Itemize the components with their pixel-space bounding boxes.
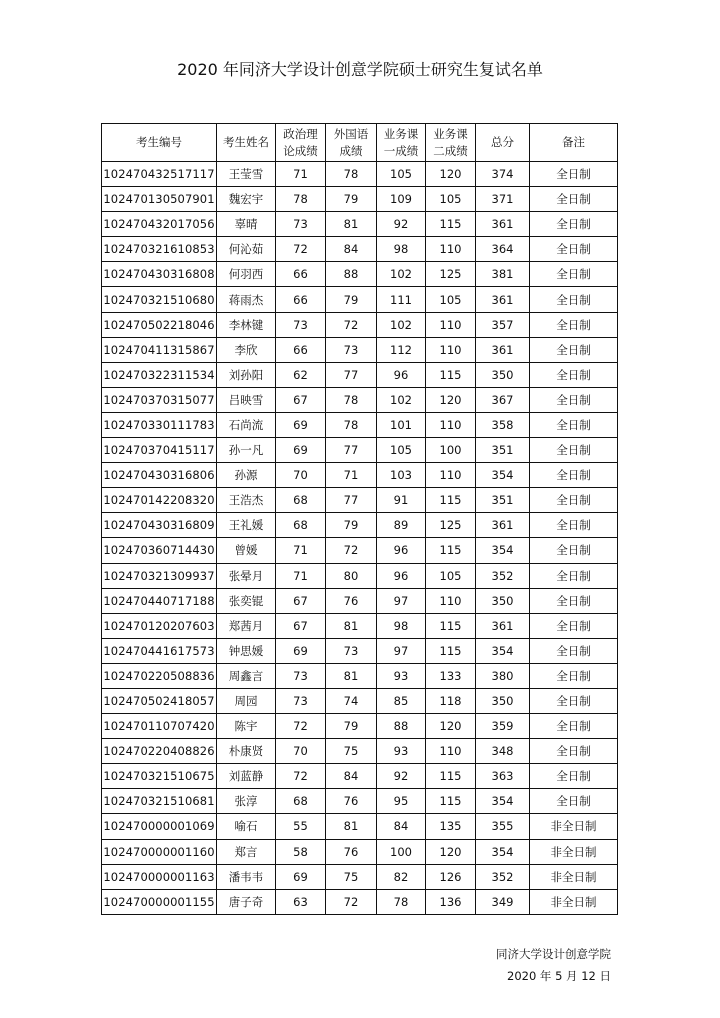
cell-foreign-language-score: 76 bbox=[326, 789, 377, 814]
header-label-line1: 考生编号 bbox=[136, 135, 182, 149]
cell-candidate-name: 魏宏宇 bbox=[217, 187, 276, 212]
cell-candidate-id: 102470220508836 bbox=[102, 663, 217, 688]
cell-course2-score: 118 bbox=[426, 688, 476, 713]
cell-total-score: 358 bbox=[476, 412, 530, 437]
cell-candidate-id: 102470000001069 bbox=[102, 814, 217, 839]
cell-foreign-language-score: 76 bbox=[326, 588, 377, 613]
cell-course1-score: 98 bbox=[377, 237, 426, 262]
cell-remarks: 全日制 bbox=[530, 764, 618, 789]
table-row bbox=[102, 889, 618, 914]
cell-politics-score: 72 bbox=[276, 764, 326, 789]
table-row bbox=[102, 764, 618, 789]
table-row bbox=[102, 287, 618, 312]
cell-candidate-name: 张晕月 bbox=[217, 563, 276, 588]
cell-total-score: 371 bbox=[476, 187, 530, 212]
cell-remarks: 非全日制 bbox=[530, 889, 618, 914]
cell-politics-score: 71 bbox=[276, 538, 326, 563]
cell-remarks: 全日制 bbox=[530, 663, 618, 688]
cell-total-score: 361 bbox=[476, 513, 530, 538]
cell-candidate-id: 102470220408826 bbox=[102, 739, 217, 764]
cell-course1-score: 102 bbox=[377, 312, 426, 337]
cell-remarks: 非全日制 bbox=[530, 839, 618, 864]
cell-remarks: 全日制 bbox=[530, 312, 618, 337]
cell-politics-score: 73 bbox=[276, 312, 326, 337]
cell-candidate-name: 吕映雪 bbox=[217, 387, 276, 412]
cell-candidate-name: 陈宇 bbox=[217, 714, 276, 739]
table-row bbox=[102, 463, 618, 488]
cell-politics-score: 66 bbox=[276, 262, 326, 287]
cell-course1-score: 111 bbox=[377, 287, 426, 312]
cell-remarks: 全日制 bbox=[530, 513, 618, 538]
cell-total-score: 380 bbox=[476, 663, 530, 688]
cell-course1-score: 96 bbox=[377, 563, 426, 588]
cell-foreign-language-score: 81 bbox=[326, 212, 377, 237]
cell-politics-score: 70 bbox=[276, 463, 326, 488]
table-row bbox=[102, 337, 618, 362]
cell-course1-score: 101 bbox=[377, 412, 426, 437]
cell-candidate-id: 102470000001155 bbox=[102, 889, 217, 914]
cell-total-score: 381 bbox=[476, 262, 530, 287]
cell-course1-score: 88 bbox=[377, 714, 426, 739]
cell-course2-score: 125 bbox=[426, 513, 476, 538]
cell-foreign-language-score: 74 bbox=[326, 688, 377, 713]
cell-total-score: 349 bbox=[476, 889, 530, 914]
cell-politics-score: 78 bbox=[276, 187, 326, 212]
cell-politics-score: 69 bbox=[276, 638, 326, 663]
table-row bbox=[102, 588, 618, 613]
header-label-line2: 成绩 bbox=[339, 143, 363, 158]
cell-total-score: 354 bbox=[476, 789, 530, 814]
document-title: 2020 年同济大学设计创意学院硕士研究生复试名单 bbox=[177, 60, 543, 79]
cell-candidate-name: 曾媛 bbox=[217, 538, 276, 563]
cell-course2-score: 105 bbox=[426, 287, 476, 312]
header-remarks bbox=[530, 124, 618, 162]
cell-foreign-language-score: 79 bbox=[326, 714, 377, 739]
cell-total-score: 354 bbox=[476, 463, 530, 488]
table-header-row bbox=[102, 124, 618, 162]
cell-candidate-name: 王浩杰 bbox=[217, 488, 276, 513]
header-total-score bbox=[476, 124, 530, 162]
cell-course1-score: 102 bbox=[377, 262, 426, 287]
cell-candidate-name: 辜晴 bbox=[217, 212, 276, 237]
cell-politics-score: 68 bbox=[276, 513, 326, 538]
cell-remarks: 全日制 bbox=[530, 337, 618, 362]
cell-foreign-language-score: 76 bbox=[326, 839, 377, 864]
table-row bbox=[102, 237, 618, 262]
cell-politics-score: 73 bbox=[276, 688, 326, 713]
cell-candidate-name: 石尚流 bbox=[217, 412, 276, 437]
cell-candidate-id: 102470142208320 bbox=[102, 488, 217, 513]
candidate-table bbox=[101, 123, 618, 915]
cell-politics-score: 67 bbox=[276, 613, 326, 638]
cell-total-score: 350 bbox=[476, 362, 530, 387]
cell-course1-score: 105 bbox=[377, 438, 426, 463]
cell-total-score: 350 bbox=[476, 688, 530, 713]
cell-total-score: 352 bbox=[476, 563, 530, 588]
cell-foreign-language-score: 88 bbox=[326, 262, 377, 287]
cell-course2-score: 105 bbox=[426, 563, 476, 588]
cell-foreign-language-score: 81 bbox=[326, 814, 377, 839]
cell-candidate-name: 蒋雨杰 bbox=[217, 287, 276, 312]
cell-course1-score: 93 bbox=[377, 739, 426, 764]
table-row bbox=[102, 362, 618, 387]
cell-total-score: 348 bbox=[476, 739, 530, 764]
header-label-line2: 二成绩 bbox=[433, 143, 468, 158]
cell-candidate-name: 钟思媛 bbox=[217, 638, 276, 663]
cell-total-score: 355 bbox=[476, 814, 530, 839]
cell-total-score: 361 bbox=[476, 613, 530, 638]
cell-candidate-id: 102470502218046 bbox=[102, 312, 217, 337]
cell-course2-score: 110 bbox=[426, 237, 476, 262]
cell-foreign-language-score: 72 bbox=[326, 538, 377, 563]
table-row bbox=[102, 563, 618, 588]
cell-candidate-id: 102470502418057 bbox=[102, 688, 217, 713]
cell-foreign-language-score: 79 bbox=[326, 287, 377, 312]
cell-politics-score: 66 bbox=[276, 337, 326, 362]
table-row bbox=[102, 187, 618, 212]
cell-course1-score: 105 bbox=[377, 162, 426, 187]
cell-course1-score: 84 bbox=[377, 814, 426, 839]
table-row bbox=[102, 663, 618, 688]
cell-candidate-id: 102470430316808 bbox=[102, 262, 217, 287]
cell-course1-score: 98 bbox=[377, 613, 426, 638]
cell-course1-score: 85 bbox=[377, 688, 426, 713]
cell-candidate-name: 周园 bbox=[217, 688, 276, 713]
cell-candidate-name: 喻石 bbox=[217, 814, 276, 839]
cell-politics-score: 70 bbox=[276, 739, 326, 764]
cell-remarks: 全日制 bbox=[530, 538, 618, 563]
cell-course2-score: 115 bbox=[426, 638, 476, 663]
table-row bbox=[102, 864, 618, 889]
header-foreign-language-score bbox=[326, 124, 377, 162]
cell-foreign-language-score: 78 bbox=[326, 412, 377, 437]
cell-remarks: 全日制 bbox=[530, 387, 618, 412]
cell-total-score: 367 bbox=[476, 387, 530, 412]
cell-foreign-language-score: 72 bbox=[326, 889, 377, 914]
header-label-line1: 业务课 bbox=[383, 126, 419, 141]
cell-candidate-name: 张淳 bbox=[217, 789, 276, 814]
cell-total-score: 352 bbox=[476, 864, 530, 889]
cell-total-score: 350 bbox=[476, 588, 530, 613]
table-row bbox=[102, 438, 618, 463]
cell-remarks: 全日制 bbox=[530, 463, 618, 488]
header-label-line1: 考生姓名 bbox=[223, 135, 269, 149]
header-label-line1: 总分 bbox=[491, 135, 514, 149]
cell-candidate-id: 102470110707420 bbox=[102, 714, 217, 739]
cell-course2-score: 110 bbox=[426, 588, 476, 613]
cell-foreign-language-score: 79 bbox=[326, 513, 377, 538]
header-course1-score bbox=[377, 124, 426, 162]
cell-candidate-id: 102470321510675 bbox=[102, 764, 217, 789]
cell-politics-score: 73 bbox=[276, 663, 326, 688]
cell-candidate-id: 102470321309937 bbox=[102, 563, 217, 588]
cell-politics-score: 67 bbox=[276, 588, 326, 613]
header-course2-score bbox=[426, 124, 476, 162]
cell-politics-score: 68 bbox=[276, 789, 326, 814]
cell-remarks: 全日制 bbox=[530, 638, 618, 663]
cell-foreign-language-score: 77 bbox=[326, 438, 377, 463]
cell-candidate-id: 102470321510681 bbox=[102, 789, 217, 814]
cell-course1-score: 109 bbox=[377, 187, 426, 212]
cell-politics-score: 63 bbox=[276, 889, 326, 914]
cell-course1-score: 92 bbox=[377, 764, 426, 789]
cell-foreign-language-score: 78 bbox=[326, 387, 377, 412]
cell-foreign-language-score: 78 bbox=[326, 162, 377, 187]
cell-course1-score: 89 bbox=[377, 513, 426, 538]
cell-total-score: 374 bbox=[476, 162, 530, 187]
cell-candidate-name: 李欣 bbox=[217, 337, 276, 362]
cell-remarks: 全日制 bbox=[530, 262, 618, 287]
cell-foreign-language-score: 75 bbox=[326, 739, 377, 764]
cell-course2-score: 115 bbox=[426, 488, 476, 513]
cell-candidate-id: 102470411315867 bbox=[102, 337, 217, 362]
cell-candidate-name: 孙一凡 bbox=[217, 438, 276, 463]
cell-total-score: 354 bbox=[476, 538, 530, 563]
table-row bbox=[102, 814, 618, 839]
cell-total-score: 361 bbox=[476, 337, 530, 362]
cell-course2-score: 120 bbox=[426, 162, 476, 187]
header-label-line2: 论成绩 bbox=[283, 143, 318, 158]
table-row bbox=[102, 613, 618, 638]
cell-candidate-name: 刘蓝静 bbox=[217, 764, 276, 789]
header-label-line2: 一成绩 bbox=[383, 143, 419, 158]
cell-foreign-language-score: 73 bbox=[326, 638, 377, 663]
cell-candidate-name: 唐子奇 bbox=[217, 889, 276, 914]
cell-candidate-name: 朴康贤 bbox=[217, 739, 276, 764]
cell-course2-score: 100 bbox=[426, 438, 476, 463]
cell-candidate-name: 郑言 bbox=[217, 839, 276, 864]
cell-course2-score: 115 bbox=[426, 538, 476, 563]
cell-remarks: 全日制 bbox=[530, 212, 618, 237]
cell-candidate-name: 何沁茹 bbox=[217, 237, 276, 262]
cell-candidate-id: 102470321610853 bbox=[102, 237, 217, 262]
cell-remarks: 全日制 bbox=[530, 287, 618, 312]
cell-course1-score: 93 bbox=[377, 663, 426, 688]
cell-course1-score: 97 bbox=[377, 638, 426, 663]
cell-course2-score: 133 bbox=[426, 663, 476, 688]
cell-politics-score: 71 bbox=[276, 162, 326, 187]
cell-course2-score: 136 bbox=[426, 889, 476, 914]
cell-remarks: 全日制 bbox=[530, 588, 618, 613]
cell-total-score: 363 bbox=[476, 764, 530, 789]
cell-candidate-name: 潘韦韦 bbox=[217, 864, 276, 889]
cell-candidate-id: 102470441617573 bbox=[102, 638, 217, 663]
cell-course1-score: 91 bbox=[377, 488, 426, 513]
cell-course2-score: 115 bbox=[426, 212, 476, 237]
header-politics-score bbox=[276, 124, 326, 162]
cell-politics-score: 73 bbox=[276, 212, 326, 237]
table-row bbox=[102, 262, 618, 287]
cell-candidate-id: 102470000001160 bbox=[102, 839, 217, 864]
cell-politics-score: 55 bbox=[276, 814, 326, 839]
cell-remarks: 全日制 bbox=[530, 739, 618, 764]
cell-course1-score: 96 bbox=[377, 362, 426, 387]
cell-politics-score: 66 bbox=[276, 287, 326, 312]
cell-foreign-language-score: 77 bbox=[326, 488, 377, 513]
cell-foreign-language-score: 77 bbox=[326, 362, 377, 387]
cell-foreign-language-score: 81 bbox=[326, 663, 377, 688]
table-row bbox=[102, 212, 618, 237]
cell-course1-score: 102 bbox=[377, 387, 426, 412]
cell-course2-score: 115 bbox=[426, 613, 476, 638]
table-body bbox=[102, 162, 618, 915]
cell-candidate-id: 102470322311534 bbox=[102, 362, 217, 387]
cell-foreign-language-score: 75 bbox=[326, 864, 377, 889]
table-row bbox=[102, 839, 618, 864]
cell-course1-score: 78 bbox=[377, 889, 426, 914]
cell-remarks: 全日制 bbox=[530, 613, 618, 638]
cell-politics-score: 72 bbox=[276, 714, 326, 739]
table-row bbox=[102, 714, 618, 739]
cell-foreign-language-score: 72 bbox=[326, 312, 377, 337]
cell-remarks: 非全日制 bbox=[530, 814, 618, 839]
cell-politics-score: 58 bbox=[276, 839, 326, 864]
cell-course2-score: 110 bbox=[426, 463, 476, 488]
cell-remarks: 全日制 bbox=[530, 714, 618, 739]
cell-candidate-id: 102470440717188 bbox=[102, 588, 217, 613]
cell-politics-score: 67 bbox=[276, 387, 326, 412]
cell-candidate-id: 102470430316809 bbox=[102, 513, 217, 538]
cell-candidate-id: 102470430316806 bbox=[102, 463, 217, 488]
cell-candidate-name: 王礼媛 bbox=[217, 513, 276, 538]
footer-organization: 同济大学设计创意学院 bbox=[496, 947, 611, 961]
table-row bbox=[102, 412, 618, 437]
cell-course1-score: 96 bbox=[377, 538, 426, 563]
cell-course1-score: 82 bbox=[377, 864, 426, 889]
cell-foreign-language-score: 84 bbox=[326, 764, 377, 789]
cell-total-score: 364 bbox=[476, 237, 530, 262]
cell-course2-score: 105 bbox=[426, 187, 476, 212]
cell-total-score: 361 bbox=[476, 212, 530, 237]
cell-candidate-id: 102470000001163 bbox=[102, 864, 217, 889]
header-candidate-name bbox=[217, 124, 276, 162]
table-row bbox=[102, 513, 618, 538]
table-row bbox=[102, 688, 618, 713]
cell-course2-score: 110 bbox=[426, 739, 476, 764]
cell-course2-score: 115 bbox=[426, 764, 476, 789]
cell-politics-score: 69 bbox=[276, 864, 326, 889]
cell-politics-score: 72 bbox=[276, 237, 326, 262]
cell-course2-score: 115 bbox=[426, 362, 476, 387]
cell-course2-score: 120 bbox=[426, 387, 476, 412]
cell-course2-score: 135 bbox=[426, 814, 476, 839]
header-label-line1: 政治理 bbox=[283, 126, 318, 141]
cell-course1-score: 95 bbox=[377, 789, 426, 814]
cell-remarks: 全日制 bbox=[530, 362, 618, 387]
cell-politics-score: 69 bbox=[276, 438, 326, 463]
cell-total-score: 351 bbox=[476, 438, 530, 463]
cell-course2-score: 110 bbox=[426, 312, 476, 337]
cell-foreign-language-score: 80 bbox=[326, 563, 377, 588]
cell-course1-score: 92 bbox=[377, 212, 426, 237]
table-row bbox=[102, 488, 618, 513]
header-label-line1: 业务课 bbox=[433, 126, 468, 141]
cell-course2-score: 115 bbox=[426, 789, 476, 814]
cell-foreign-language-score: 79 bbox=[326, 187, 377, 212]
cell-foreign-language-score: 84 bbox=[326, 237, 377, 262]
cell-candidate-name: 周鑫言 bbox=[217, 663, 276, 688]
cell-remarks: 全日制 bbox=[530, 412, 618, 437]
cell-remarks: 全日制 bbox=[530, 438, 618, 463]
cell-course2-score: 120 bbox=[426, 839, 476, 864]
cell-total-score: 354 bbox=[476, 638, 530, 663]
cell-total-score: 357 bbox=[476, 312, 530, 337]
cell-candidate-id: 102470432517117 bbox=[102, 162, 217, 187]
table-row bbox=[102, 739, 618, 764]
cell-candidate-name: 孙源 bbox=[217, 463, 276, 488]
table-row bbox=[102, 312, 618, 337]
cell-candidate-id: 102470370415117 bbox=[102, 438, 217, 463]
cell-course2-score: 110 bbox=[426, 337, 476, 362]
cell-course1-score: 112 bbox=[377, 337, 426, 362]
cell-foreign-language-score: 73 bbox=[326, 337, 377, 362]
cell-course2-score: 126 bbox=[426, 864, 476, 889]
cell-candidate-id: 102470370315077 bbox=[102, 387, 217, 412]
cell-remarks: 非全日制 bbox=[530, 864, 618, 889]
cell-remarks: 全日制 bbox=[530, 563, 618, 588]
cell-remarks: 全日制 bbox=[530, 488, 618, 513]
cell-politics-score: 62 bbox=[276, 362, 326, 387]
header-label-line1: 外国语 bbox=[333, 126, 369, 141]
cell-course1-score: 100 bbox=[377, 839, 426, 864]
cell-total-score: 359 bbox=[476, 714, 530, 739]
cell-remarks: 全日制 bbox=[530, 688, 618, 713]
header-candidate-id bbox=[102, 124, 217, 162]
cell-politics-score: 69 bbox=[276, 412, 326, 437]
cell-candidate-id: 102470330111783 bbox=[102, 412, 217, 437]
cell-remarks: 全日制 bbox=[530, 237, 618, 262]
cell-total-score: 351 bbox=[476, 488, 530, 513]
cell-candidate-name: 张奕锟 bbox=[217, 588, 276, 613]
cell-candidate-id: 102470360714430 bbox=[102, 538, 217, 563]
cell-foreign-language-score: 81 bbox=[326, 613, 377, 638]
cell-candidate-name: 王莹雪 bbox=[217, 162, 276, 187]
cell-candidate-name: 李林键 bbox=[217, 312, 276, 337]
cell-politics-score: 71 bbox=[276, 563, 326, 588]
cell-remarks: 全日制 bbox=[530, 789, 618, 814]
table-row bbox=[102, 789, 618, 814]
header-label-line1: 备注 bbox=[562, 135, 585, 149]
table-row bbox=[102, 387, 618, 412]
cell-candidate-id: 102470120207603 bbox=[102, 613, 217, 638]
cell-total-score: 361 bbox=[476, 287, 530, 312]
cell-remarks: 全日制 bbox=[530, 187, 618, 212]
cell-candidate-name: 郑茜月 bbox=[217, 613, 276, 638]
cell-course1-score: 97 bbox=[377, 588, 426, 613]
cell-remarks: 全日制 bbox=[530, 162, 618, 187]
cell-course2-score: 125 bbox=[426, 262, 476, 287]
cell-candidate-id: 102470321510680 bbox=[102, 287, 217, 312]
cell-total-score: 354 bbox=[476, 839, 530, 864]
cell-candidate-name: 刘孙阳 bbox=[217, 362, 276, 387]
cell-course1-score: 103 bbox=[377, 463, 426, 488]
cell-foreign-language-score: 71 bbox=[326, 463, 377, 488]
table-row bbox=[102, 162, 618, 187]
cell-course2-score: 120 bbox=[426, 714, 476, 739]
footer-date: 2020 年 5 月 12 日 bbox=[507, 969, 611, 983]
cell-candidate-id: 102470432017056 bbox=[102, 212, 217, 237]
cell-candidate-name: 何羽西 bbox=[217, 262, 276, 287]
cell-course2-score: 110 bbox=[426, 412, 476, 437]
table-row bbox=[102, 538, 618, 563]
cell-candidate-id: 102470130507901 bbox=[102, 187, 217, 212]
cell-politics-score: 68 bbox=[276, 488, 326, 513]
table-row bbox=[102, 638, 618, 663]
